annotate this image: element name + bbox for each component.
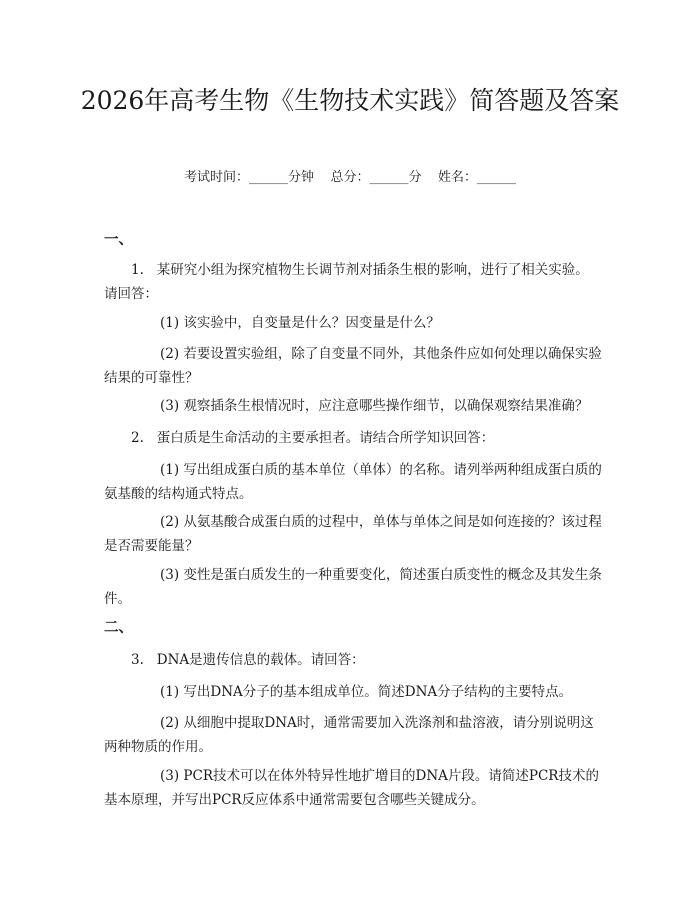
question-3-part-2: (2) 从细胞中提取DNA时，通常需要加入洗涤剂和盐溶液，请分别说明这两种物质的作用。 bbox=[104, 715, 594, 755]
question-1-part-2: (2) 若要设置实验组，除了自变量不同外，其他条件应如何处理以确保实验结果的可靠性？ bbox=[104, 346, 602, 386]
question-2-part-2: (2) 从氨基酸合成蛋白质的过程中，单体与单体之间是如何连接的？该过程是否需要能量？ bbox=[104, 514, 602, 554]
question-3-part-1: (1) 写出DNA分子的基本组成单位。简述DNA分子结构的主要特点。 bbox=[160, 684, 573, 700]
document-title: 2026年高考生物《生物技术实践》简答题及答案 bbox=[80, 86, 620, 115]
question-2-part-3: (3) 变性是蛋白质发生的一种重要变化，简述蛋白质变性的概念及其发生条件。 bbox=[104, 567, 602, 607]
question-stem: 蛋白质是生命活动的主要承担者。请结合所学知识回答： bbox=[156, 430, 495, 446]
question-1-part-3: (3) 观察插条生根情况时，应注意哪些操作细节，以确保观察结果准确？ bbox=[160, 398, 589, 414]
question-stem: DNA是遗传信息的载体。请回答： bbox=[156, 652, 365, 668]
section-heading: 一、 bbox=[104, 231, 133, 248]
section-heading: 二、 bbox=[104, 619, 133, 636]
question-3 bbox=[104, 648, 602, 672]
question-3-part-3: (3) PCR技术可以在体外特异性地扩增目的DNA片段。请简述PCR技术的基本原理，并写出PCR反应体系中通常需要包含哪些关键成分。 bbox=[104, 768, 599, 808]
question-2 bbox=[104, 426, 602, 450]
question-number: 3. bbox=[131, 652, 144, 668]
question-number: 2. bbox=[131, 430, 144, 446]
question-stem: 某研究小组为探究植物生长调节剂对插条生根的影响，进行了相关实验。请回答： bbox=[104, 262, 589, 302]
question-1 bbox=[104, 258, 602, 306]
question-2-part-1: (1) 写出组成蛋白质的基本单位（单体）的名称。请列举两种组成蛋白质的氨基酸的结构通式特点。 bbox=[104, 462, 602, 502]
question-1-part-1: (1) 该实验中，自变量是什么？因变量是什么？ bbox=[160, 315, 440, 331]
exam-info-line: 考试时间：______分钟 总分：______分 姓名：______ bbox=[183, 170, 517, 185]
question-number: 1. bbox=[131, 262, 144, 278]
